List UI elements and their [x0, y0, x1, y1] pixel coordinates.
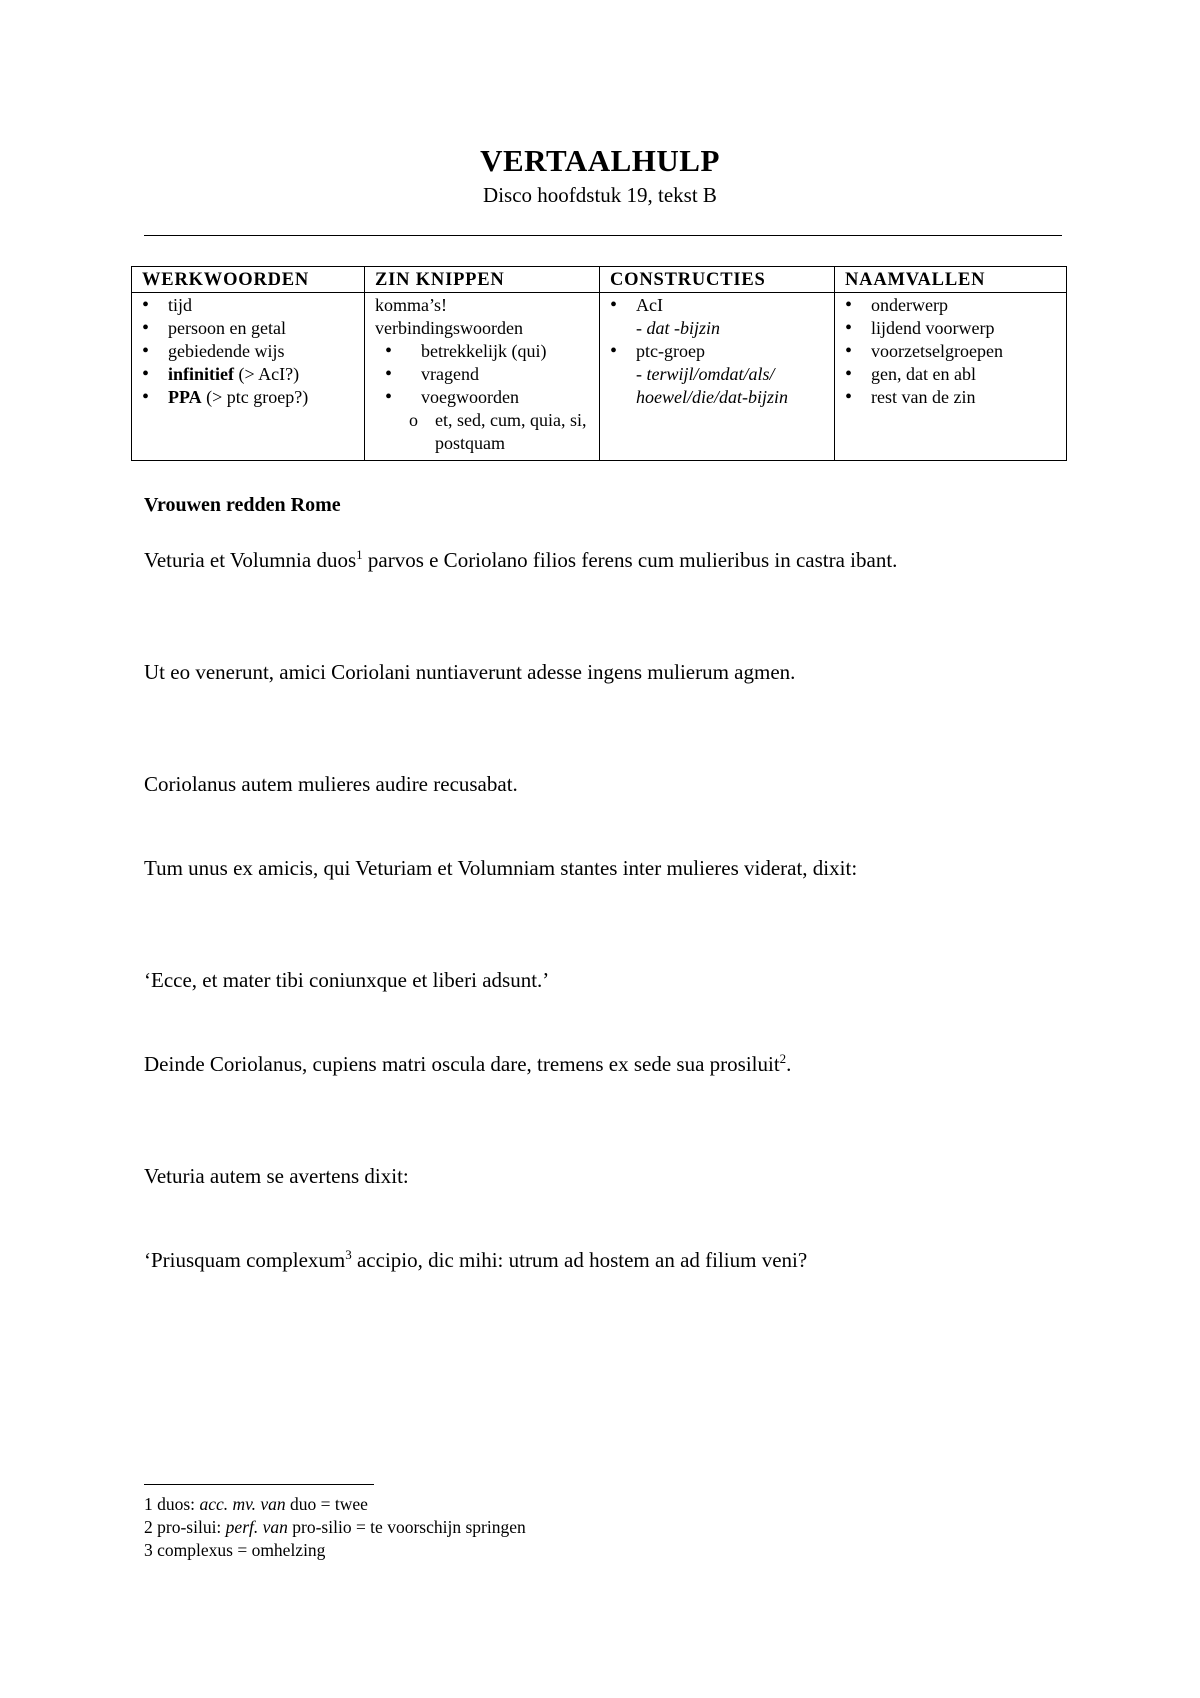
footnote-divider [144, 1484, 374, 1485]
footnote-1 [144, 1494, 368, 1515]
list-item: • vragend [385, 363, 593, 386]
ptc-note: hoewel/die/dat-bijzin [636, 387, 788, 407]
sentence-5: ‘Ecce, et mater tibi coniunxque et liberi adsunt.’ [144, 968, 550, 992]
footnote-ref-1: 1 [356, 547, 363, 562]
constructies-list [610, 340, 828, 363]
cell-constructies [600, 293, 835, 461]
header-constructies: CONSTRUCTIES [600, 267, 835, 293]
footnote-2 [144, 1517, 526, 1538]
help-table-body-row [132, 293, 1067, 461]
sentence-6 [144, 1052, 791, 1077]
aci-note: - dat -bijzin [636, 318, 720, 338]
list-item: • voorzetselgroepen [845, 340, 1060, 363]
list-item: • gebiedende wijs [142, 340, 358, 363]
sentence-4: Tum unus ex amicis, qui Veturiam et Volumniam stantes inter mulieres viderat, dixit: [144, 856, 858, 880]
sentence-2: Ut eo venerunt, amici Coriolani nuntiaverunt adesse ingens mulierum agmen. [144, 660, 796, 684]
sentence-1-part-a: Veturia et Volumnia duos [144, 548, 357, 572]
sentence-8-part-a: ‘Priusquam complexum [144, 1248, 346, 1272]
list-item: • lijdend voorwerp [845, 317, 1060, 340]
list-item: • betrekkelijk (qui) [385, 340, 593, 363]
sentence-1-part-b: parvos e Coriolano filios ferens cum mulieribus in castra ibant. [362, 548, 898, 572]
sentence-3: Coriolanus autem mulieres audire recusabat. [144, 772, 518, 796]
constructies-list [610, 294, 828, 317]
naamvallen-list [845, 294, 1060, 409]
sentence-8-part-b: accipio, dic mihi: utrum ad hostem an ad filium veni? [351, 1248, 808, 1272]
sentence-7: Veturia autem se avertens dixit: [144, 1164, 409, 1188]
list-item: • persoon en getal [142, 317, 358, 340]
list-item [142, 386, 358, 409]
list-item: • voegwoorden [385, 386, 593, 409]
sentence-6-part-a: Deinde Coriolanus, cupiens matri oscula dare, tremens ex sede sua prosiluit [144, 1052, 780, 1076]
page-subtitle: Disco hoofdstuk 19, tekst B [483, 183, 717, 207]
list-item: • tijd [142, 294, 358, 317]
footnote-2-part-b: pro-silio = te voorschijn springen [287, 1517, 526, 1537]
infinitief-note: (> AcI?) [234, 364, 300, 384]
cell-naamvallen [835, 293, 1067, 461]
help-table [131, 266, 1067, 461]
list-item: • AcI [610, 294, 828, 317]
text-heading: Vrouwen redden Rome [144, 494, 341, 516]
sentence-8 [144, 1248, 807, 1273]
footnote-3: 3 complexus = omhelzing [144, 1540, 326, 1560]
ptc-note: - terwijl/omdat/als/ [636, 364, 775, 384]
list-item: • onderwerp [845, 294, 1060, 317]
cell-zin-knippen [365, 293, 600, 461]
footnote-1-part-b: duo = twee [285, 1494, 368, 1514]
zin-knippen-list [375, 340, 593, 409]
footnote-2-part-a: 2 pro-silui: [144, 1517, 226, 1537]
werkwoorden-list [142, 294, 358, 409]
footnote-ref-3: 3 [345, 1247, 352, 1262]
ppa-note: (> ptc groep?) [201, 387, 309, 407]
list-item: • rest van de zin [845, 386, 1060, 409]
list-item: • gen, dat en abl [845, 363, 1060, 386]
zin-knippen-line: komma’s! [375, 295, 447, 315]
help-table-header-row [132, 267, 1067, 293]
footnote-2-italic: perf. van [225, 1517, 288, 1537]
infinitief-label: infinitief [168, 364, 234, 384]
list-item [142, 363, 358, 386]
voegwoorden-sub-item: o et, sed, cum, quia, si, postquam [375, 409, 593, 455]
ppa-label: PPA [168, 387, 202, 407]
cell-werkwoorden [132, 293, 365, 461]
page-title: VERTAALHULP [480, 143, 720, 178]
sentence-6-part-b: . [786, 1052, 792, 1076]
header-naamvallen: NAAMVALLEN [835, 267, 1067, 293]
zin-knippen-line: verbindingswoorden [375, 318, 523, 338]
header-werkwoorden: WERKWOORDEN [132, 267, 365, 293]
title-divider [144, 235, 1062, 236]
footnote-1-part-a: 1 duos: [144, 1494, 200, 1514]
header-zin-knippen: ZIN KNIPPEN [365, 267, 600, 293]
footnote-ref-2: 2 [779, 1051, 787, 1066]
list-item: • ptc-groep [610, 340, 828, 363]
footnote-1-italic: acc. mv. van [199, 1494, 286, 1514]
sentence-1 [144, 548, 897, 573]
